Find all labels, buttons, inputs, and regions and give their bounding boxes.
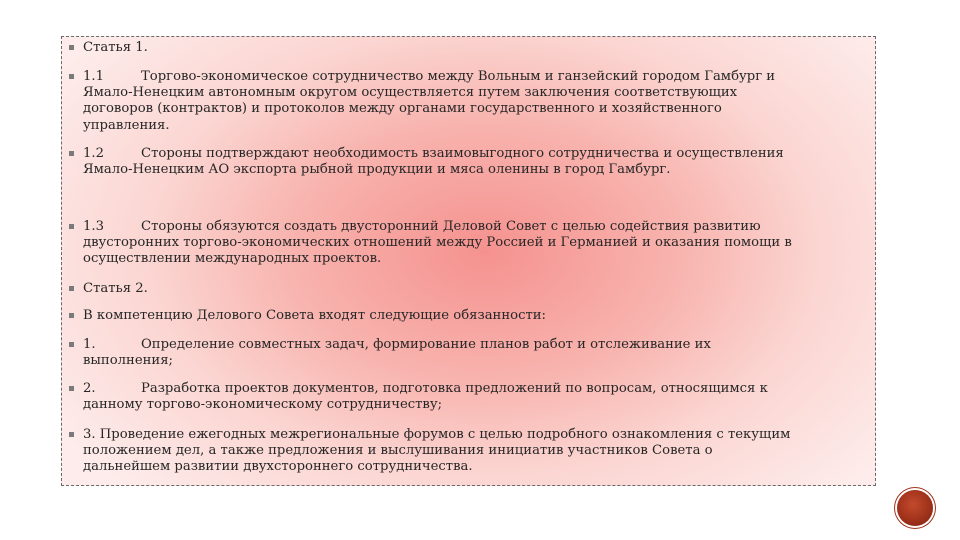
item-text-part: Торгово-экономическое сотрудничество между Вольным и ганзейский городом Гамбург и — [141, 69, 776, 84]
item-line: положением дел, а также предложения и выслушивания инициатив участников Совета о — [83, 443, 713, 459]
item-number: 1.1 — [83, 69, 104, 84]
item-line: Статья 2. — [83, 281, 148, 296]
item-line — [83, 381, 869, 397]
square-bullet-icon — [69, 386, 74, 391]
item-line: 3. Проведение ежегодных межрегиональные форумов с целью подробного ознакомления с текущим — [83, 427, 791, 442]
list-item-clause-1-3 — [69, 219, 869, 268]
item-number: 1.2 — [83, 146, 104, 161]
item-line — [83, 146, 869, 162]
item-line: дальнейшем развитии двухстороннего сотрудничества. — [83, 459, 473, 475]
item-line — [83, 69, 869, 85]
item-line: данному торгово-экономическому сотрудничеству; — [83, 397, 443, 413]
item-line: В компетенцию Делового Совета входят следующие обязанности: — [83, 308, 546, 323]
square-bullet-icon — [69, 313, 74, 318]
item-line: Ямало-Ненецким автономным округом осуществляется путем заключения соответствующих — [83, 85, 738, 101]
list-item-duty-3 — [69, 427, 869, 476]
item-line — [83, 337, 869, 353]
list-item-duty-1 — [69, 337, 869, 369]
list-item-article-2 — [69, 281, 869, 297]
item-line: договоров (контрактов) и протоколов между органами государственного и хозяйственного — [83, 101, 722, 117]
item-line: Статья 1. — [83, 40, 148, 55]
square-bullet-icon — [69, 74, 74, 79]
item-number: 1. — [83, 337, 96, 352]
square-bullet-icon — [69, 286, 74, 291]
item-line: управления. — [83, 117, 170, 133]
square-bullet-icon — [69, 151, 74, 156]
list-item-council-duties — [69, 308, 869, 324]
square-bullet-icon — [69, 432, 74, 437]
list-item-clause-1-1 — [69, 69, 869, 134]
square-bullet-icon — [69, 224, 74, 229]
item-number: 1.3 — [83, 219, 104, 234]
list-item-duty-2 — [69, 381, 869, 413]
square-bullet-icon — [69, 45, 74, 50]
square-bullet-icon — [69, 342, 74, 347]
list-item-article-1 — [69, 40, 869, 56]
item-line: выполнения; — [83, 353, 173, 369]
item-text-part: Разработка проектов документов, подготовка предложений по вопросам, относящимся к — [141, 381, 768, 396]
item-number: 2. — [83, 381, 96, 396]
item-line: двусторонних торгово-экономических отношений между Россией и Германией и оказания помощи в — [83, 235, 792, 251]
decorative-circle-icon — [897, 490, 933, 526]
item-text-part: Стороны обязуются создать двусторонний Деловой Совет с целью содействия развитию — [141, 219, 761, 234]
item-text-part: Определение совместных задач, формирование планов работ и отслеживание их — [141, 337, 711, 352]
item-text-part: Стороны подтверждают необходимость взаимовыгодного сотрудничества и осуществления — [141, 146, 784, 161]
item-line — [83, 219, 869, 235]
item-line: осуществлении международных проектов. — [83, 251, 382, 267]
list-item-clause-1-2 — [69, 146, 869, 178]
item-line: Ямало-Ненецким АО экспорта рыбной продукции и мяса оленины в город Гамбург. — [83, 162, 671, 178]
